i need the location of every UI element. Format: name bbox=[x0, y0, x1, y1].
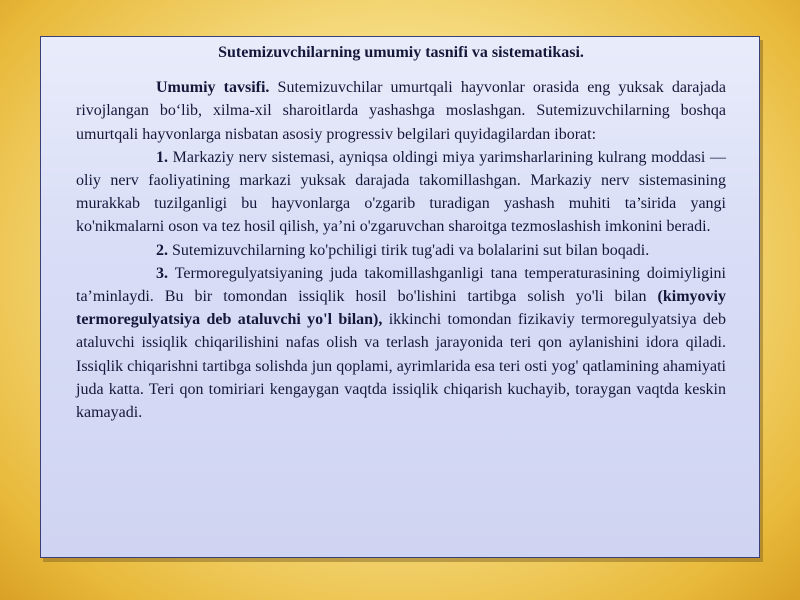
page-title: Sutemizuvchilarning umumiy tasnifi va sistematikasi. bbox=[218, 44, 584, 61]
lead-heading: Umumiy tavsifi. bbox=[156, 79, 270, 97]
paragraph-point-3 bbox=[76, 262, 726, 424]
paragraph-text: Sutemizuvchilar umurtqali hayvonlar orasida eng yuksak darajada rivojlangan bo‘lib, xilma-xil sharoitlarda yashashga moslashgan. Sutemizuvchilarning boshqa umurtqali hayvonlarga nisbatan asosiy progressiv belgilari quyidagilardan iborat: bbox=[76, 79, 727, 143]
paragraph-general-description bbox=[76, 76, 726, 146]
paragraph-text: Termoregulyatsiyaning juda takomillashganligi tana temperaturasining doimiyligini ta’minlaydi. Bu bir tomondan issiqlik hosil bo'lishini tartibga solish yo'li bilan bbox=[76, 264, 726, 306]
paragraph-point-1 bbox=[76, 146, 726, 239]
paragraph-text: ikkinchi tomondan fizikaviy termoregulyatsiya deb ataluvchi issiqlik chiqarilishini nafas olish va terlash jarayonida teri qon aylanishini idora qiladi. Issiqlik chiqarishni tartibga solishda jun qoplami, ayrimlarida esa teri osti yog' qatlamining ahamiyati juda katta. Teri qon tomiriari kengaygan vaqtda issiqlik chiqarish kuchayib, toraygan vaqtda keskin kamayadi. bbox=[76, 311, 726, 422]
point-number: 2. bbox=[156, 241, 168, 259]
point-number: 1. bbox=[156, 148, 168, 166]
content-panel bbox=[40, 36, 760, 558]
bold-phrase: (kimyoviy termoregulyatsiya deb ataluvchi yo'l bilan), bbox=[76, 288, 726, 329]
paragraph-text: Markaziy nerv sistemasi, ayniqsa oldingi miya yarimsharlarining kulrang moddasi — oliy nerv faoliyatining markazi yuksak darajada takomillashgan. Markaziy nerv sistemasining murakkab tuzilganligi bu hayvonlarga o'zgarib turadigan yashash muhiti ta’sirida yangi ko'nikmalarni oson va tez hosil qilish, ya’ni o'zgaruvchan sharoitga tezmoslashish imkonini beradi. bbox=[76, 148, 726, 236]
point-number: 3. bbox=[156, 264, 168, 282]
paragraph-point-2 bbox=[76, 239, 726, 262]
paragraph-text: Sutemizuvchilarning ko'pchiligi tirik tug'adi va bolalarini sut bilan boqadi. bbox=[168, 241, 650, 259]
document-text bbox=[76, 41, 726, 424]
